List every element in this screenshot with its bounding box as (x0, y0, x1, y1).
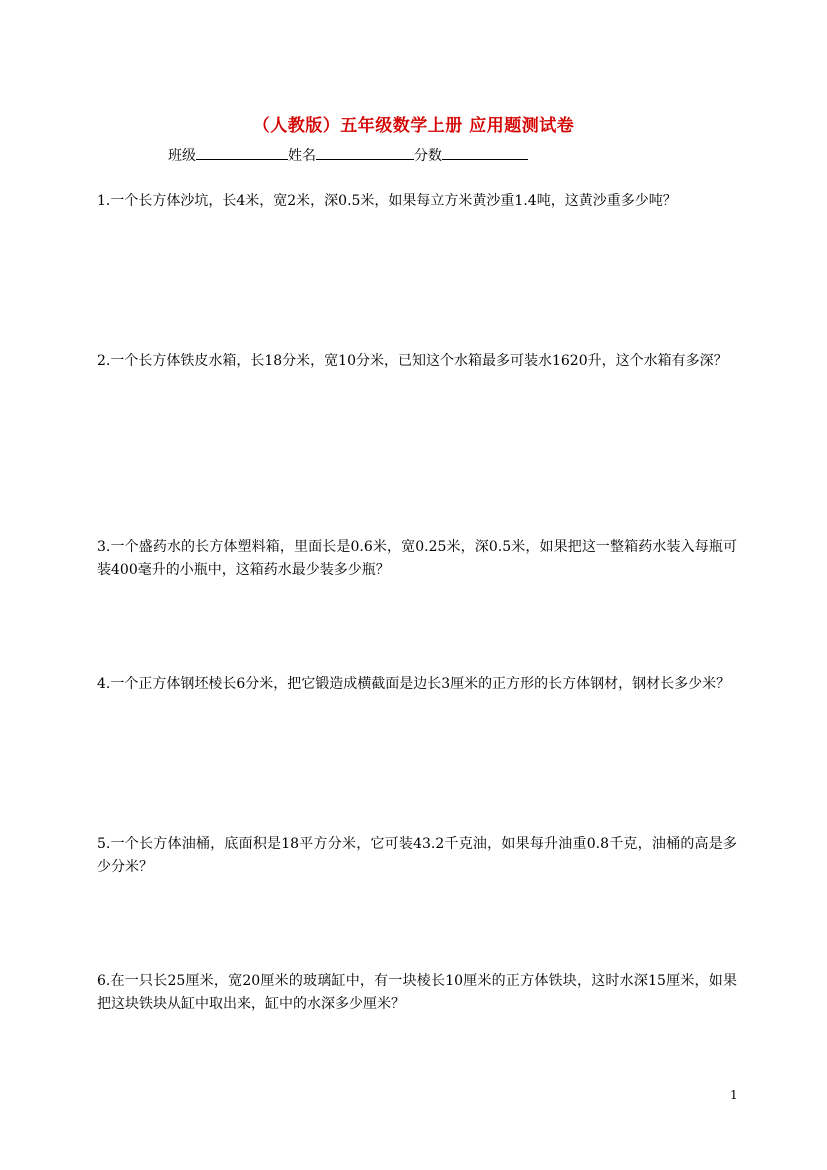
score-label: 分数 (414, 148, 442, 164)
class-blank (196, 145, 288, 160)
question-3: 3.一个盛药水的长方体塑料箱，里面长是0.6米，宽0.25米，深0.5米，如果把这一整箱药水装入每瓶可装400毫升的小瓶中，这箱药水最少装多少瓶？ (97, 539, 737, 578)
name-label: 姓名 (288, 148, 316, 164)
page-title: （人教版）五年级数学上册 应用题测试卷 (252, 116, 575, 136)
student-info-line (168, 145, 528, 165)
page-number: 1 (730, 1088, 738, 1102)
question-4: 4.一个正方体钢坯棱长6分米，把它锻造成横截面是边长3厘米的正方形的长方体钢材，钢材长多少米？ (97, 676, 731, 692)
question-6: 6.在一只长25厘米，宽20厘米的玻璃缸中，有一块棱长10厘米的正方体铁块，这时水深15厘米，如果把这块铁块从缸中取出来，缸中的水深多少厘米？ (97, 973, 737, 1012)
question-5: 5.一个长方体油桶，底面积是18平方分米，它可装43.2千克油，如果每升油重0.8千克，油桶的高是多少分米？ (97, 836, 737, 875)
score-blank (442, 145, 528, 160)
name-blank (316, 145, 414, 160)
class-label: 班级 (168, 148, 196, 164)
question-1: 1.一个长方体沙坑，长4米，宽2米，深0.5米，如果每立方米黄沙重1.4吨，这黄沙重多少吨？ (97, 193, 677, 209)
question-2: 2.一个长方体铁皮水箱，长18分米，宽10分米，已知这个水箱最多可装水1620升，这个水箱有多深？ (97, 353, 728, 369)
